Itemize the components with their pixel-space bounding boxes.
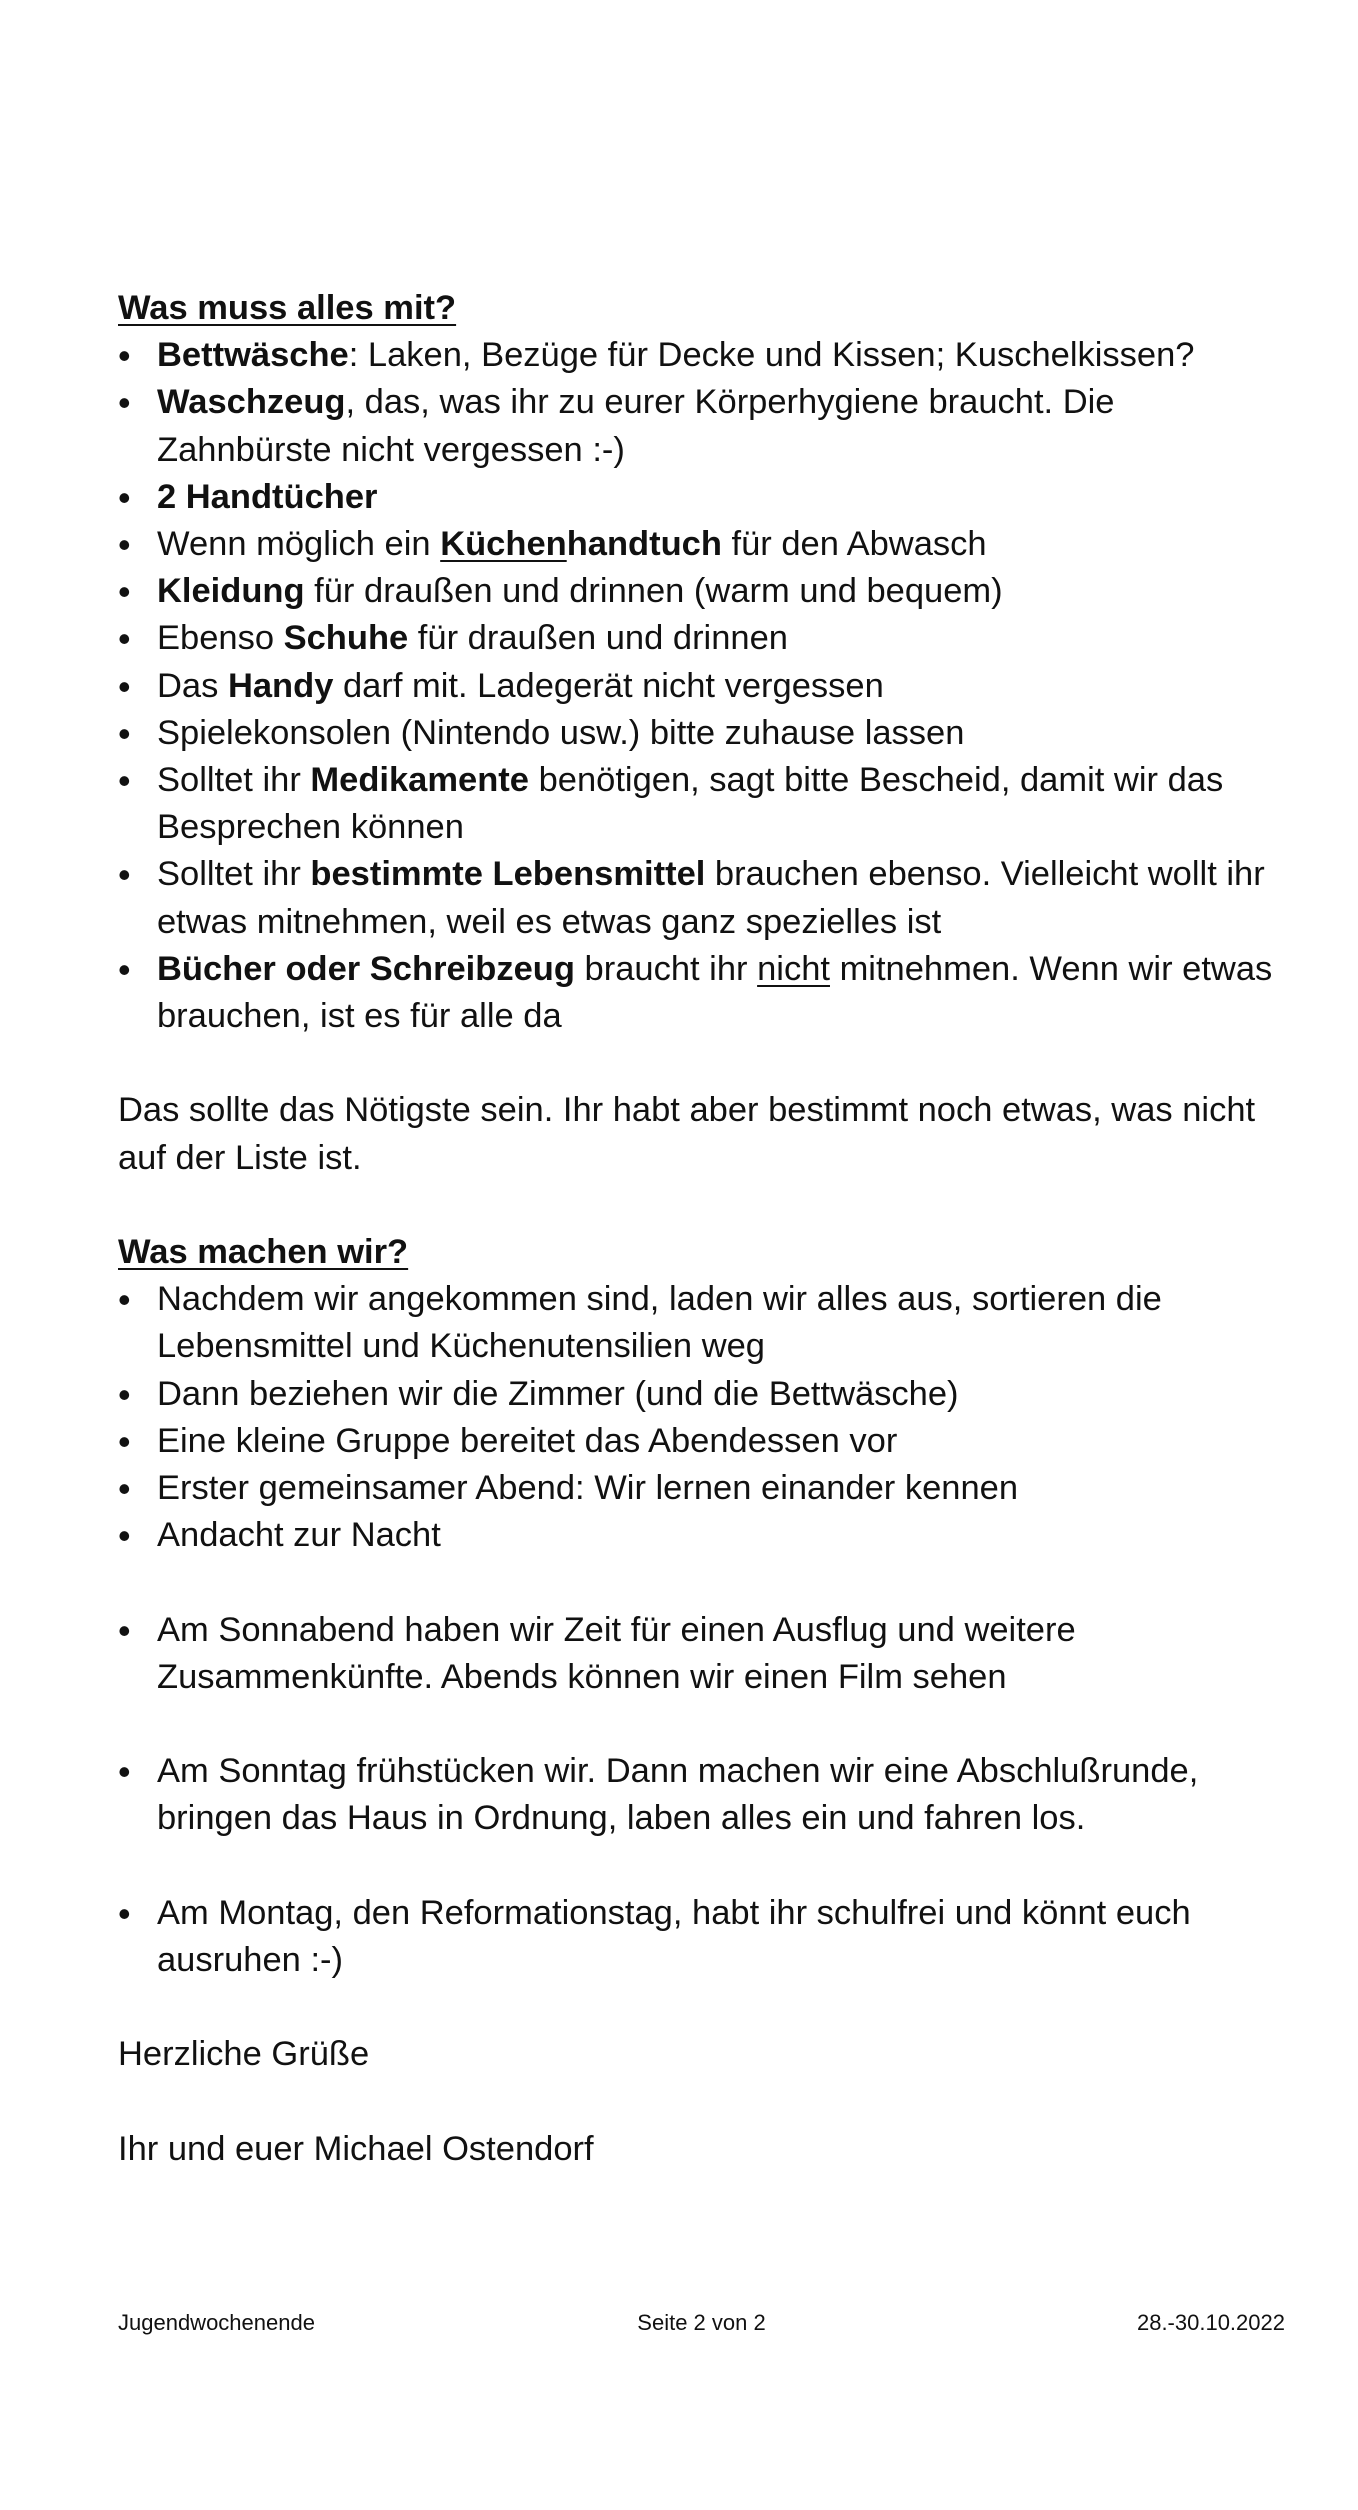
item-bold-text: Kleidung [157,572,305,611]
item-text: benötigen, sagt bitte Bescheid, damit wir das Besprechen können [157,761,1224,847]
item-text: Solltet ihr [157,855,311,894]
footer-date: 28.-30.10.2022 [1136,2310,1285,2335]
item-bold-underlined-text: Küchen [440,525,567,564]
item-text: für den Abwasch [721,525,987,564]
item-bold-text: Handy [227,666,334,705]
item-bold-text: Bücher oder Schreibzeug [157,949,575,988]
list-item [118,474,1298,521]
item-bold-text: handtuch [566,525,722,564]
item-bold-text: bestimmte Lebensmittel [310,855,706,894]
list-item [118,757,1298,851]
item-underlined-text: nicht [757,949,830,988]
list-item: • Am Sonnabend haben wir Zeit für einen Ausflug und weitere Zusammenkünfte. Abends können wir einen Film sehen [118,1607,1298,1701]
item-bold-text: Waschzeug [157,383,346,422]
list-item: • Am Montag, den Reformationstag, habt ihr schulfrei und könnt euch ausruhen :-) [118,1890,1298,1984]
list-item: • Nachdem wir angekommen sind, laden wir alles aus, sortieren die Lebensmittel und Küchenutensilien weg [118,1276,1298,1370]
item-text: für draußen und drinnen [408,619,788,658]
monday-list [118,1890,1298,1984]
sunday-list [118,1748,1298,1842]
item-bold-text: Bettwäsche [157,336,349,375]
list-item [118,710,1298,757]
item-text: Solltet ihr [157,761,311,800]
summary-paragraph: Das sollte das Nötigste sein. Ihr habt aber bestimmt noch etwas, was nicht auf der Liste ist. [118,1091,1256,1177]
item-text: für draußen und drinnen (warm und bequem) [304,572,1003,611]
heading-packing-list: Was muss alles mit? [118,289,457,327]
list-item [118,521,1298,568]
item-text: , das, was ihr zu eurer Körperhygiene braucht. Die Zahnbürste nicht vergessen :-) [157,383,1115,469]
item-bold-text: Medikamente [310,761,529,800]
program-list [118,1276,1298,1559]
greeting: Herzliche Grüße [118,2035,370,2074]
saturday-list [118,1607,1298,1701]
page-footer [118,2308,1285,2338]
list-item: • Dann beziehen wir die Zimmer (und die Bettwäsche) [118,1371,1298,1418]
list-item [118,851,1298,945]
list-item: • Eine kleine Gruppe bereitet das Abendessen vor [118,1418,1298,1465]
list-item: • Andacht zur Nacht [118,1512,1298,1559]
footer-page-number: Seite 2 von 2 [637,2310,766,2335]
item-text: Ebenso [157,619,284,658]
list-item [118,332,1298,379]
list-item: • Erster gemeinsamer Abend: Wir lernen einander kennen [118,1465,1298,1512]
list-item [118,615,1298,662]
item-bold-text: Schuhe [283,619,409,658]
item-text: braucht ihr [574,949,758,988]
item-text: Das [157,666,228,705]
document-body [118,285,1298,2173]
list-item [118,946,1298,1040]
item-text: Spielekonsolen (Nintendo usw.) bitte zuhause lassen [157,713,965,752]
item-text: brauchen ebenso. Vielleicht wollt ihr etwas mitnehmen, weil es etwas ganz spezielles ist [157,855,1265,941]
list-item: • Am Sonntag frühstücken wir. Dann machen wir eine Abschlußrunde, bringen das Haus in Ordnung, laben alles ein und fahren los. [118,1748,1298,1842]
list-item [118,379,1298,473]
list-item [118,663,1298,710]
packing-list [118,332,1298,1040]
list-item [118,568,1298,615]
item-text: mitnehmen. Wenn wir etwas brauchen, ist es für alle da [157,949,1273,1036]
item-bold-text: 2 Handtücher [157,477,378,516]
item-text: : Laken, Bezüge für Decke und Kissen; Kuschelkissen? [348,336,1195,375]
footer-event-name: Jugendwochenende [118,2310,315,2335]
item-text: Wenn möglich ein [157,525,441,564]
item-text: darf mit. Ladegerät nicht vergessen [333,666,884,705]
signature: Ihr und euer Michael Ostendorf [118,2129,594,2168]
heading-program: Was machen wir? [118,1233,409,1272]
